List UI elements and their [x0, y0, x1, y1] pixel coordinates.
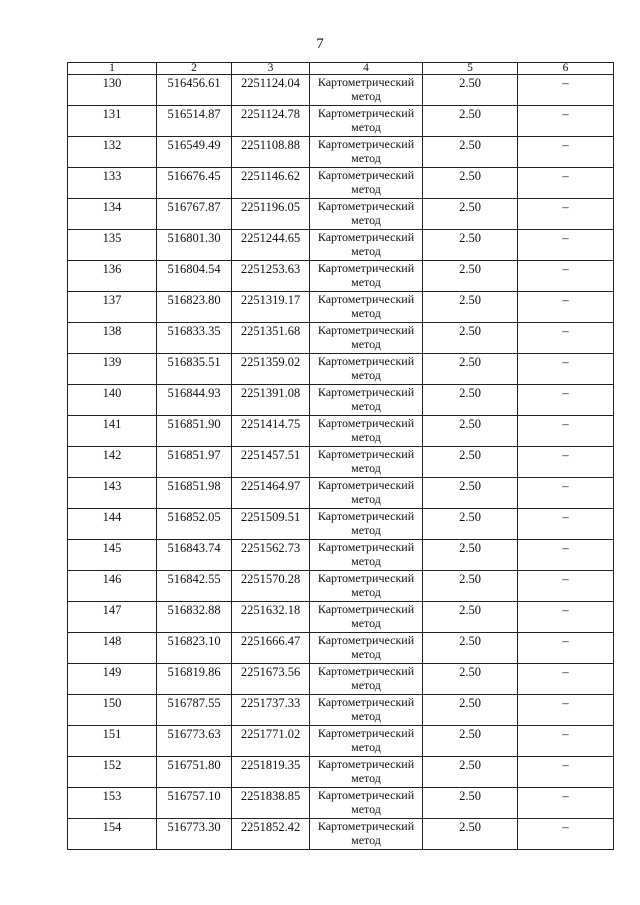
y-coordinate-cell: 2251391.08 — [232, 385, 310, 416]
method-cell: Картометрический метод — [310, 819, 423, 850]
table-row — [68, 106, 614, 137]
y-coordinate-cell: 2251852.42 — [232, 819, 310, 850]
x-coordinate-cell: 516833.35 — [157, 323, 232, 354]
x-coordinate-cell: 516773.30 — [157, 819, 232, 850]
table-row — [68, 354, 614, 385]
method-cell: Картометрический метод — [310, 478, 423, 509]
point-number-cell: 148 — [68, 633, 157, 664]
accuracy-cell: 2.50 — [423, 106, 518, 137]
accuracy-cell: 2.50 — [423, 633, 518, 664]
table-body — [68, 75, 614, 850]
x-coordinate-cell: 516773.63 — [157, 726, 232, 757]
point-number-cell: 150 — [68, 695, 157, 726]
table-row — [68, 199, 614, 230]
x-coordinate-cell: 516514.87 — [157, 106, 232, 137]
note-cell: – — [518, 571, 614, 602]
point-number-cell: 145 — [68, 540, 157, 571]
accuracy-cell: 2.50 — [423, 447, 518, 478]
y-coordinate-cell: 2251124.78 — [232, 106, 310, 137]
x-coordinate-cell: 516757.10 — [157, 788, 232, 819]
y-coordinate-cell: 2251253.63 — [232, 261, 310, 292]
table-row — [68, 323, 614, 354]
accuracy-cell: 2.50 — [423, 571, 518, 602]
method-cell: Картометрический метод — [310, 447, 423, 478]
method-cell: Картометрический метод — [310, 571, 423, 602]
note-cell: – — [518, 168, 614, 199]
column-header: 4 — [310, 63, 423, 75]
method-cell: Картометрический метод — [310, 416, 423, 447]
note-cell: – — [518, 602, 614, 633]
coordinates-table — [67, 62, 614, 850]
accuracy-cell: 2.50 — [423, 323, 518, 354]
table-row — [68, 695, 614, 726]
accuracy-cell: 2.50 — [423, 261, 518, 292]
accuracy-cell: 2.50 — [423, 75, 518, 106]
method-cell: Картометрический метод — [310, 106, 423, 137]
point-number-cell: 144 — [68, 509, 157, 540]
table-row — [68, 633, 614, 664]
x-coordinate-cell: 516851.90 — [157, 416, 232, 447]
x-coordinate-cell: 516851.97 — [157, 447, 232, 478]
note-cell: – — [518, 509, 614, 540]
note-cell: – — [518, 819, 614, 850]
column-header: 2 — [157, 63, 232, 75]
accuracy-cell: 2.50 — [423, 199, 518, 230]
table-row — [68, 478, 614, 509]
note-cell: – — [518, 385, 614, 416]
method-cell: Картометрический метод — [310, 261, 423, 292]
method-cell: Картометрический метод — [310, 75, 423, 106]
x-coordinate-cell: 516851.98 — [157, 478, 232, 509]
point-number-cell: 141 — [68, 416, 157, 447]
accuracy-cell: 2.50 — [423, 354, 518, 385]
method-cell: Картометрический метод — [310, 726, 423, 757]
y-coordinate-cell: 2251351.68 — [232, 323, 310, 354]
y-coordinate-cell: 2251632.18 — [232, 602, 310, 633]
method-cell: Картометрический метод — [310, 633, 423, 664]
x-coordinate-cell: 516751.80 — [157, 757, 232, 788]
accuracy-cell: 2.50 — [423, 757, 518, 788]
page-number: 7 — [316, 36, 324, 52]
y-coordinate-cell: 2251319.17 — [232, 292, 310, 323]
table-row — [68, 385, 614, 416]
y-coordinate-cell: 2251414.75 — [232, 416, 310, 447]
point-number-cell: 139 — [68, 354, 157, 385]
y-coordinate-cell: 2251771.02 — [232, 726, 310, 757]
point-number-cell: 146 — [68, 571, 157, 602]
note-cell: – — [518, 757, 614, 788]
x-coordinate-cell: 516801.30 — [157, 230, 232, 261]
table-row — [68, 292, 614, 323]
note-cell: – — [518, 416, 614, 447]
column-header: 6 — [518, 63, 614, 75]
y-coordinate-cell: 2251737.33 — [232, 695, 310, 726]
point-number-cell: 134 — [68, 199, 157, 230]
point-number-cell: 140 — [68, 385, 157, 416]
point-number-cell: 133 — [68, 168, 157, 199]
table-row — [68, 788, 614, 819]
x-coordinate-cell: 516835.51 — [157, 354, 232, 385]
y-coordinate-cell: 2251509.51 — [232, 509, 310, 540]
accuracy-cell: 2.50 — [423, 726, 518, 757]
y-coordinate-cell: 2251108.88 — [232, 137, 310, 168]
method-cell: Картометрический метод — [310, 137, 423, 168]
point-number-cell: 131 — [68, 106, 157, 137]
x-coordinate-cell: 516844.93 — [157, 385, 232, 416]
point-number-cell: 152 — [68, 757, 157, 788]
note-cell: – — [518, 633, 614, 664]
point-number-cell: 135 — [68, 230, 157, 261]
table-row — [68, 664, 614, 695]
method-cell: Картометрический метод — [310, 323, 423, 354]
note-cell: – — [518, 664, 614, 695]
table-row — [68, 75, 614, 106]
point-number-cell: 132 — [68, 137, 157, 168]
note-cell: – — [518, 695, 614, 726]
accuracy-cell: 2.50 — [423, 664, 518, 695]
y-coordinate-cell: 2251570.28 — [232, 571, 310, 602]
x-coordinate-cell: 516549.49 — [157, 137, 232, 168]
note-cell: – — [518, 137, 614, 168]
table-row — [68, 261, 614, 292]
y-coordinate-cell: 2251196.05 — [232, 199, 310, 230]
note-cell: – — [518, 292, 614, 323]
y-coordinate-cell: 2251464.97 — [232, 478, 310, 509]
method-cell: Картометрический метод — [310, 292, 423, 323]
method-cell: Картометрический метод — [310, 695, 423, 726]
accuracy-cell: 2.50 — [423, 416, 518, 447]
y-coordinate-cell: 2251838.85 — [232, 788, 310, 819]
accuracy-cell: 2.50 — [423, 478, 518, 509]
point-number-cell: 143 — [68, 478, 157, 509]
table-row — [68, 447, 614, 478]
x-coordinate-cell: 516843.74 — [157, 540, 232, 571]
accuracy-cell: 2.50 — [423, 168, 518, 199]
point-number-cell: 130 — [68, 75, 157, 106]
accuracy-cell: 2.50 — [423, 230, 518, 261]
x-coordinate-cell: 516823.80 — [157, 292, 232, 323]
table-row — [68, 726, 614, 757]
y-coordinate-cell: 2251244.65 — [232, 230, 310, 261]
note-cell: – — [518, 478, 614, 509]
accuracy-cell: 2.50 — [423, 695, 518, 726]
method-cell: Картометрический метод — [310, 602, 423, 633]
accuracy-cell: 2.50 — [423, 540, 518, 571]
table-row — [68, 571, 614, 602]
y-coordinate-cell: 2251124.04 — [232, 75, 310, 106]
point-number-cell: 151 — [68, 726, 157, 757]
y-coordinate-cell: 2251359.02 — [232, 354, 310, 385]
table-row — [68, 416, 614, 447]
accuracy-cell: 2.50 — [423, 788, 518, 819]
column-header: 3 — [232, 63, 310, 75]
method-cell: Картометрический метод — [310, 230, 423, 261]
x-coordinate-cell: 516852.05 — [157, 509, 232, 540]
y-coordinate-cell: 2251562.73 — [232, 540, 310, 571]
table-row — [68, 757, 614, 788]
method-cell: Картометрический метод — [310, 354, 423, 385]
note-cell: – — [518, 261, 614, 292]
note-cell: – — [518, 323, 614, 354]
table-row — [68, 819, 614, 850]
note-cell: – — [518, 447, 614, 478]
x-coordinate-cell: 516767.87 — [157, 199, 232, 230]
table-row — [68, 168, 614, 199]
method-cell: Картометрический метод — [310, 199, 423, 230]
y-coordinate-cell: 2251666.47 — [232, 633, 310, 664]
x-coordinate-cell: 516676.45 — [157, 168, 232, 199]
method-cell: Картометрический метод — [310, 664, 423, 695]
method-cell: Картометрический метод — [310, 385, 423, 416]
accuracy-cell: 2.50 — [423, 602, 518, 633]
note-cell: – — [518, 106, 614, 137]
table-row — [68, 230, 614, 261]
point-number-cell: 149 — [68, 664, 157, 695]
x-coordinate-cell: 516819.86 — [157, 664, 232, 695]
y-coordinate-cell: 2251819.35 — [232, 757, 310, 788]
method-cell: Картометрический метод — [310, 540, 423, 571]
y-coordinate-cell: 2251457.51 — [232, 447, 310, 478]
x-coordinate-cell: 516804.54 — [157, 261, 232, 292]
table-row — [68, 602, 614, 633]
note-cell: – — [518, 199, 614, 230]
point-number-cell: 136 — [68, 261, 157, 292]
y-coordinate-cell: 2251146.62 — [232, 168, 310, 199]
column-header: 1 — [68, 63, 157, 75]
note-cell: – — [518, 230, 614, 261]
x-coordinate-cell: 516787.55 — [157, 695, 232, 726]
note-cell: – — [518, 726, 614, 757]
accuracy-cell: 2.50 — [423, 137, 518, 168]
point-number-cell: 153 — [68, 788, 157, 819]
table-row — [68, 509, 614, 540]
point-number-cell: 138 — [68, 323, 157, 354]
x-coordinate-cell: 516456.61 — [157, 75, 232, 106]
method-cell: Картометрический метод — [310, 509, 423, 540]
accuracy-cell: 2.50 — [423, 292, 518, 323]
method-cell: Картометрический метод — [310, 757, 423, 788]
note-cell: – — [518, 75, 614, 106]
column-header: 5 — [423, 63, 518, 75]
method-cell: Картометрический метод — [310, 168, 423, 199]
point-number-cell: 137 — [68, 292, 157, 323]
point-number-cell: 147 — [68, 602, 157, 633]
accuracy-cell: 2.50 — [423, 819, 518, 850]
note-cell: – — [518, 540, 614, 571]
point-number-cell: 142 — [68, 447, 157, 478]
note-cell: – — [518, 354, 614, 385]
x-coordinate-cell: 516832.88 — [157, 602, 232, 633]
note-cell: – — [518, 788, 614, 819]
x-coordinate-cell: 516823.10 — [157, 633, 232, 664]
accuracy-cell: 2.50 — [423, 385, 518, 416]
table-row — [68, 540, 614, 571]
method-cell: Картометрический метод — [310, 788, 423, 819]
table-row — [68, 137, 614, 168]
y-coordinate-cell: 2251673.56 — [232, 664, 310, 695]
x-coordinate-cell: 516842.55 — [157, 571, 232, 602]
table-header-row — [68, 63, 614, 75]
point-number-cell: 154 — [68, 819, 157, 850]
accuracy-cell: 2.50 — [423, 509, 518, 540]
